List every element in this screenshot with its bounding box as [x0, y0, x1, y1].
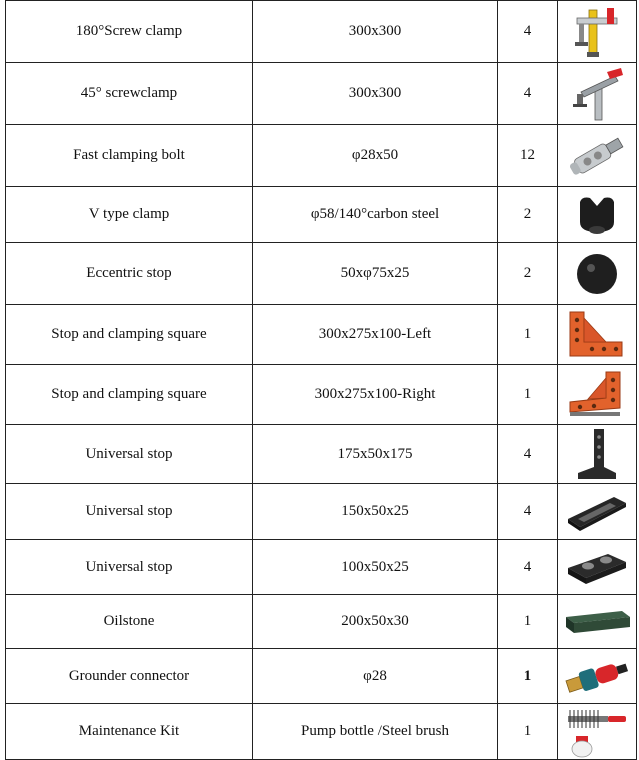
- part-spec: φ58/140°carbon steel: [253, 187, 498, 243]
- part-image: [558, 484, 637, 540]
- clamping-square-right-icon: [564, 368, 630, 422]
- table-row: [6, 243, 637, 305]
- part-qty: 4: [498, 1, 558, 63]
- part-qty: 1: [498, 305, 558, 365]
- part-image: [558, 125, 637, 187]
- table-row: [6, 425, 637, 484]
- universal-stop-angle-icon: [572, 427, 622, 481]
- part-spec: 300x275x100-Right: [253, 365, 498, 425]
- part-image: [558, 649, 637, 704]
- part-qty: 2: [498, 187, 558, 243]
- part-name: Universal stop: [6, 484, 253, 540]
- part-spec: Pump bottle /Steel brush: [253, 704, 498, 760]
- clamping-bolt-icon: [564, 128, 630, 184]
- screw-clamp-180-icon: [567, 4, 627, 60]
- part-name: Eccentric stop: [6, 243, 253, 305]
- part-qty: 1: [498, 704, 558, 760]
- part-spec: φ28: [253, 649, 498, 704]
- part-image: [558, 595, 637, 649]
- part-image: [558, 243, 637, 305]
- part-qty: 12: [498, 125, 558, 187]
- part-qty: 1: [498, 595, 558, 649]
- table-row: [6, 365, 637, 425]
- part-name: 180°Screw clamp: [6, 1, 253, 63]
- table-row: [6, 125, 637, 187]
- universal-stop-two-hole-icon: [564, 544, 630, 590]
- parts-table: [5, 0, 637, 760]
- part-name: Fast clamping bolt: [6, 125, 253, 187]
- table-row: [6, 649, 637, 704]
- part-qty: 4: [498, 63, 558, 125]
- part-name: Grounder connector: [6, 649, 253, 704]
- part-qty: 1: [498, 365, 558, 425]
- part-name: V type clamp: [6, 187, 253, 243]
- grounder-connector-icon: [562, 653, 632, 699]
- part-spec: 100x50x25: [253, 540, 498, 595]
- part-name: Universal stop: [6, 425, 253, 484]
- universal-stop-slotted-icon: [564, 489, 630, 535]
- part-spec: 150x50x25: [253, 484, 498, 540]
- part-spec: φ28x50: [253, 125, 498, 187]
- part-name: Universal stop: [6, 540, 253, 595]
- part-spec: 175x50x175: [253, 425, 498, 484]
- part-spec: 300x300: [253, 63, 498, 125]
- part-qty: 4: [498, 540, 558, 595]
- part-qty: 4: [498, 425, 558, 484]
- part-name: 45° screwclamp: [6, 63, 253, 125]
- part-image: [558, 63, 637, 125]
- screw-clamp-45-icon: [567, 66, 627, 122]
- part-qty: 1: [498, 649, 558, 704]
- part-spec: 50xφ75x25: [253, 243, 498, 305]
- table-row: [6, 595, 637, 649]
- oilstone-icon: [562, 607, 632, 637]
- part-name: Oilstone: [6, 595, 253, 649]
- part-spec: 300x275x100-Left: [253, 305, 498, 365]
- part-name: Maintenance Kit: [6, 704, 253, 760]
- table-row: [6, 484, 637, 540]
- part-name: Stop and clamping square: [6, 365, 253, 425]
- part-image: [558, 305, 637, 365]
- table-row: [6, 63, 637, 125]
- part-spec: 300x300: [253, 1, 498, 63]
- table-row: [6, 187, 637, 243]
- maintenance-kit-icon: [562, 706, 632, 758]
- part-image: [558, 187, 637, 243]
- v-type-clamp-icon: [572, 192, 622, 238]
- part-spec: 200x50x30: [253, 595, 498, 649]
- part-image: [558, 1, 637, 63]
- part-name: Stop and clamping square: [6, 305, 253, 365]
- part-image: [558, 704, 637, 760]
- table-row: [6, 540, 637, 595]
- table-row: [6, 1, 637, 63]
- table-row: [6, 305, 637, 365]
- part-image: [558, 365, 637, 425]
- part-image: [558, 540, 637, 595]
- eccentric-stop-icon: [572, 249, 622, 299]
- part-qty: 4: [498, 484, 558, 540]
- part-qty: 2: [498, 243, 558, 305]
- table-row: [6, 704, 637, 760]
- clamping-square-left-icon: [566, 308, 628, 362]
- part-image: [558, 425, 637, 484]
